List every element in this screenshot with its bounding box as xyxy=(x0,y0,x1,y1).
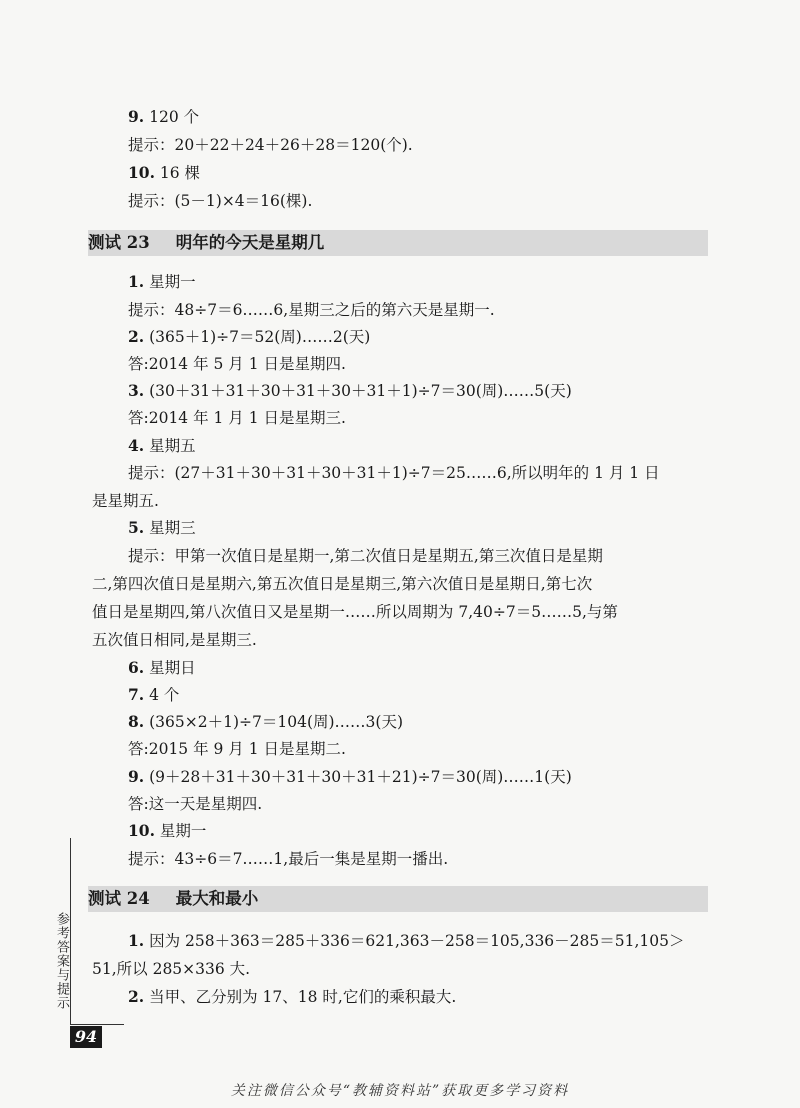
hint-line-cont: 二,第四次值日是星期六,第五次值日是星期三,第六次值日是星期日,第七次 xyxy=(92,575,593,593)
section-header-24 xyxy=(88,886,708,912)
item-number: 1. xyxy=(128,272,145,291)
hint-line-cont: 五次值日相同,是星期三. xyxy=(92,631,257,649)
answer-text: (30＋31＋31＋30＋31＋30＋31＋1)÷7＝30(周)……5(天) xyxy=(149,382,572,400)
answer-line: 答:2014 年 1 月 1 日是星期三. xyxy=(128,409,346,427)
answer-text: 星期一 xyxy=(149,273,196,291)
item-number: 2. xyxy=(128,987,145,1006)
hint-line: 提示：(27＋31＋30＋31＋30＋31＋1)÷7＝25……6,所以明年的 1 月 1 日 xyxy=(128,464,660,482)
answer-text: 星期日 xyxy=(149,659,196,677)
hint-line: 提示：(5－1)×4＝16(棵). xyxy=(128,192,313,210)
item-number: 4. xyxy=(128,436,145,455)
item-number: 1. xyxy=(128,931,145,950)
sidebar-rule xyxy=(70,838,71,1024)
section-label: 测试 24 xyxy=(88,889,150,908)
answer-text: (365×2＋1)÷7＝104(周)……3(天) xyxy=(149,713,403,731)
section-header-23 xyxy=(88,230,708,256)
sidebar-label: 参考答案与提示 xyxy=(54,912,69,1010)
answer-text: 星期一 xyxy=(159,822,207,840)
footer-watermark: 关注微信公众号“教辅资料站”获取更多学习资料 xyxy=(230,1083,570,1099)
s23-item-1 xyxy=(128,271,196,293)
item-number: 3. xyxy=(128,381,145,400)
s23-item-6 xyxy=(128,657,196,679)
hint-line: 提示：20＋22＋24＋26＋28＝120(个). xyxy=(128,136,413,154)
item-number: 10. xyxy=(128,163,155,182)
item-number: 8. xyxy=(128,712,145,731)
answer-text: 120 个 xyxy=(149,108,200,126)
s23-item-2 xyxy=(128,326,370,348)
answer-text: 当甲、乙分别为 17、18 时,它们的乘积最大. xyxy=(149,988,457,1006)
s23-item-5 xyxy=(128,517,196,539)
answer-text: (365＋1)÷7＝52(周)……2(天) xyxy=(149,328,371,346)
s23-item-7 xyxy=(128,684,179,706)
page-number-rule xyxy=(70,1024,124,1025)
answer-text: 因为 258＋363＝285＋336＝621,363－258＝105,336－285＝51,105＞ xyxy=(149,932,685,950)
item-number: 9. xyxy=(128,107,145,126)
s23-item-8 xyxy=(128,711,403,733)
answer-9-line xyxy=(128,106,199,128)
s24-item-2 xyxy=(128,986,456,1008)
hint-line: 提示：48÷7＝6……6,星期三之后的第六天是星期一. xyxy=(128,301,495,319)
s23-item-3 xyxy=(128,380,572,402)
item-number: 9. xyxy=(128,767,145,786)
answer-text: 4 个 xyxy=(149,686,180,704)
hint-line-cont: 是星期五. xyxy=(92,492,159,510)
page-number: 94 xyxy=(70,1026,102,1048)
s23-item-10 xyxy=(128,820,206,842)
answer-line: 答:2015 年 9 月 1 日是星期二. xyxy=(128,740,346,758)
answer-text: (9＋28＋31＋30＋31＋30＋31＋21)÷7＝30(周)……1(天) xyxy=(149,768,572,786)
s23-item-4 xyxy=(128,435,196,457)
item-number: 7. xyxy=(128,685,145,704)
item-number: 5. xyxy=(128,518,145,537)
answer-10-line xyxy=(128,162,200,184)
answer-line: 答:这一天是星期四. xyxy=(128,795,263,813)
section-title: 明年的今天是星期几 xyxy=(175,233,325,252)
answer-text: 16 棵 xyxy=(159,164,201,182)
item-number: 10. xyxy=(128,821,155,840)
answer-text: 星期三 xyxy=(149,519,196,537)
item-number: 2. xyxy=(128,327,145,346)
item-number: 6. xyxy=(128,658,145,677)
hint-line: 提示：43÷6＝7……1,最后一集是星期一播出. xyxy=(128,850,449,868)
hint-line: 提示：甲第一次值日是星期一,第二次值日是星期五,第三次值日是星期 xyxy=(128,547,603,565)
s24-item-1 xyxy=(128,930,685,952)
hint-line-cont: 值日是星期四,第八次值日又是星期一……所以周期为 7,40÷7＝5……5,与第 xyxy=(92,603,618,621)
section-title: 最大和最小 xyxy=(175,889,259,908)
answer-line-cont: 51,所以 285×336 大. xyxy=(92,960,251,978)
section-label: 测试 23 xyxy=(88,233,150,252)
s23-item-9 xyxy=(128,766,572,788)
answer-line: 答:2014 年 5 月 1 日是星期四. xyxy=(128,355,346,373)
answer-text: 星期五 xyxy=(149,437,196,455)
